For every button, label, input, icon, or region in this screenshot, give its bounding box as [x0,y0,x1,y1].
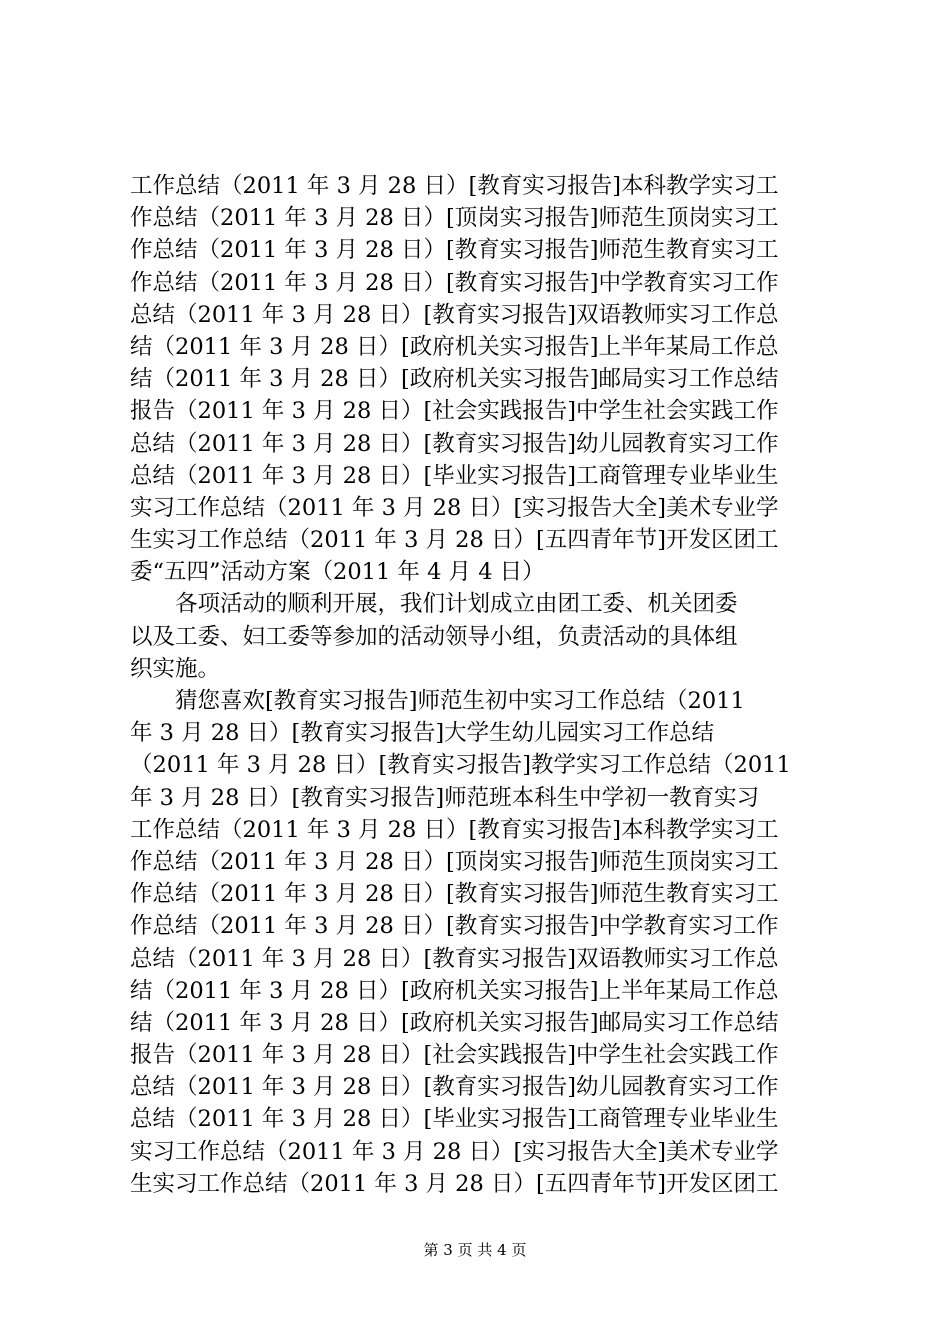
text-line: 委“五四”活动方案（2011 年 4 月 4 日） [130,559,545,586]
text-line: 作总结（2011 年 3 月 28 日）[教育实习报告]中学教育实习工作 [130,269,779,296]
text-line: 结（2011 年 3 月 28 日）[政府机关实习报告]上半年某局工作总 [130,333,779,360]
text-line: 结（2011 年 3 月 28 日）[政府机关实习报告]邮局实习工作总结 [130,1009,779,1036]
text-line: 年 3 月 28 日）[教育实习报告]师范班本科生中学初一教育实习 [130,784,760,811]
text-line: 总结（2011 年 3 月 28 日）[教育实习报告]双语教师实习工作总 [130,945,779,972]
text-line: 报告（2011 年 3 月 28 日）[社会实践报告]中学生社会实践工作 [130,1042,779,1069]
text-line: 总结（2011 年 3 月 28 日）[毕业实习报告]工商管理专业毕业生 [130,462,779,489]
text-line: 实习工作总结（2011 年 3 月 28 日）[实习报告大全]美术专业学 [130,1138,779,1165]
text-line: 总结（2011 年 3 月 28 日）[教育实习报告]幼儿园教育实习工作 [130,430,779,457]
text-line: 年 3 月 28 日）[教育实习报告]大学生幼儿园实习工作总结 [130,720,715,747]
text-line: 作总结（2011 年 3 月 28 日）[顶岗实习报告]师范生顶岗实习工 [130,848,779,875]
text-line: （2011 年 3 月 28 日）[教育实习报告]教学实习工作总结（2011 [130,752,791,779]
text-line: 结（2011 年 3 月 28 日）[政府机关实习报告]上半年某局工作总 [130,977,779,1004]
text-line: 以及工委、妇工委等参加的活动领导小组，负责活动的具体组 [130,623,738,650]
text-line: 各项活动的顺利开展，我们计划成立由团工委、机关团委 [130,591,738,618]
page-footer: 第 3 页 共 4 页 [423,1241,527,1259]
text-line: 猜您喜欢[教育实习报告]师范生初中实习工作总结（2011 [130,688,745,714]
text-line: 实习工作总结（2011 年 3 月 28 日）[实习报告大全]美术专业学 [130,494,779,521]
text-line: 总结（2011 年 3 月 28 日）[毕业实习报告]工商管理专业毕业生 [130,1106,779,1133]
text-line: 生实习工作总结（2011 年 3 月 28 日）[五四青年节]开发区团工 [130,1170,779,1197]
text-line: 总结（2011 年 3 月 28 日）[教育实习报告]幼儿园教育实习工作 [130,1074,779,1101]
text-line: 作总结（2011 年 3 月 28 日）[教育实习报告]师范生教育实习工 [130,881,779,908]
text-line: 生实习工作总结（2011 年 3 月 28 日）[五四青年节]开发区团工 [130,527,779,554]
text-line: 结（2011 年 3 月 28 日）[政府机关实习报告]邮局实习工作总结 [130,366,779,393]
text-line: 作总结（2011 年 3 月 28 日）[教育实习报告]中学教育实习工作 [130,913,779,940]
text-line: 作总结（2011 年 3 月 28 日）[教育实习报告]师范生教育实习工 [130,237,779,264]
text-line: 工作总结（2011 年 3 月 28 日）[教育实习报告]本科教学实习工 [130,173,779,199]
text-line: 工作总结（2011 年 3 月 28 日）[教育实习报告]本科教学实习工 [130,816,779,843]
document-body [130,170,832,1200]
text-line: 总结（2011 年 3 月 28 日）[教育实习报告]双语教师实习工作总 [130,301,779,328]
text-line: 作总结（2011 年 3 月 28 日）[顶岗实习报告]师范生顶岗实习工 [130,205,779,232]
text-line: 报告（2011 年 3 月 28 日）[社会实践报告]中学生社会实践工作 [130,398,779,425]
text-line: 织实施。 [130,655,221,682]
